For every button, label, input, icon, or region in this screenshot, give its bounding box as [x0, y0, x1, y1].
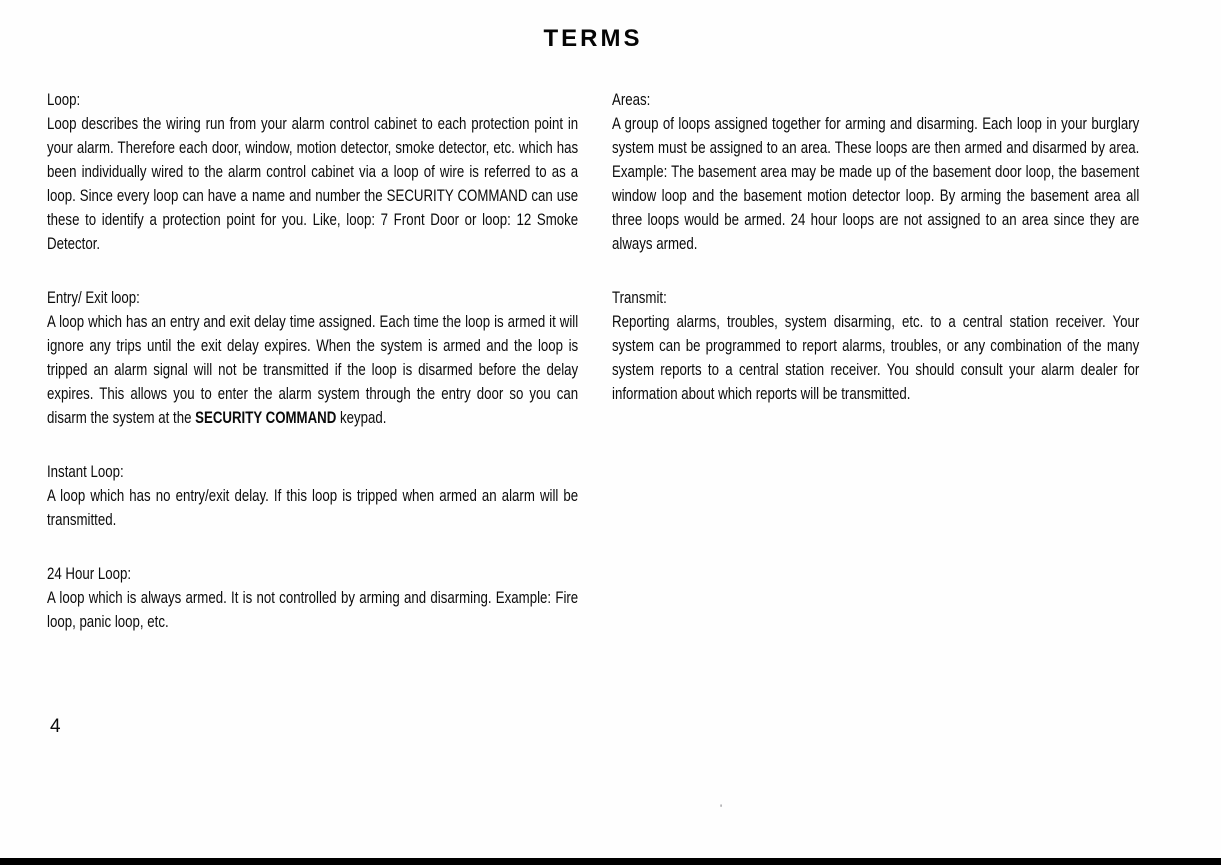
definition-text: keypad.: [336, 408, 387, 427]
page-number: 4: [50, 716, 61, 737]
definition-text: A group of loops assigned together for arming and disarming. Each loop in your burglary system must be assigned to an area. These loops are then armed and disarmed by area. Example: The basement area may be made up of the basement door loop, the basement window loop and the basement motion detector loop. By arming the basement area all three loops would be armed. 24 hour loops are not assigned to an area since they are always armed.: [612, 114, 1140, 253]
right-column: [612, 88, 1139, 436]
definition-text: A loop which is always armed. It is not controlled by arming and disarming. Example: Fire loop, panic loop, etc.: [47, 588, 579, 631]
term-section-transmit: [612, 286, 1139, 406]
scan-artifact-mark: ': [720, 803, 723, 815]
term-section-instant-loop: [47, 460, 578, 532]
page-title: TERMS: [543, 25, 643, 52]
definition-text: Loop describes the wiring run from your alarm control cabinet to each protection point in your alarm. Therefore each door, window, motion detector, smoke detector, etc. which has been individually wired to the alarm control cabinet via a loop of wire is referred to as a loop. Since every loop can have a name and number the SECURITY COMMAND can use these to identify a protection point for you. Like, loop: 7 Front Door or loop: 12 Smoke Detector.: [47, 114, 579, 253]
term-section-areas: [612, 88, 1139, 256]
term-section-loop: [47, 88, 578, 256]
term-heading-instant-loop: Instant Loop:: [47, 462, 124, 481]
term-section-entry-exit-loop: [47, 286, 578, 430]
term-definition-areas: [612, 112, 1139, 256]
term-heading-entry-exit-loop: Entry/ Exit loop:: [47, 288, 140, 307]
term-definition-24-hour-loop: [47, 586, 578, 634]
definition-text: A loop which has no entry/exit delay. If this loop is tripped when armed an alarm will be transmitted.: [47, 486, 579, 529]
term-definition-transmit: [612, 310, 1139, 406]
term-section-24-hour-loop: [47, 562, 578, 634]
term-definition-loop: [47, 112, 578, 256]
term-definition-instant-loop: [47, 484, 578, 532]
definition-text: A loop which has an entry and exit delay time assigned. Each time the loop is armed it will ignore any trips until the exit delay expires. When the system is armed and the loop is tripped an alarm signal will not be transmitted if the loop is disarmed before the delay expires. This allows you to enter the alarm system through the entry door so you can disarm the system at the: [47, 312, 579, 427]
term-heading-loop: Loop:: [47, 90, 81, 109]
term-heading-24-hour-loop: 24 Hour Loop:: [47, 564, 132, 583]
left-column: [47, 88, 578, 664]
definition-text: Reporting alarms, troubles, system disarming, etc. to a central station receiver. Your system can be programmed to report alarms, troubles, or any combination of the many system reports to a central station receiver. You should consult your alarm dealer for information about which reports will be transmitted.: [612, 312, 1140, 403]
term-heading-areas: Areas:: [612, 90, 651, 109]
term-definition-entry-exit-loop: [47, 310, 578, 430]
term-heading-transmit: Transmit:: [612, 288, 667, 307]
scan-edge-bar: [0, 858, 1221, 865]
security-command-emphasis: SECURITY COMMAND: [195, 408, 337, 427]
